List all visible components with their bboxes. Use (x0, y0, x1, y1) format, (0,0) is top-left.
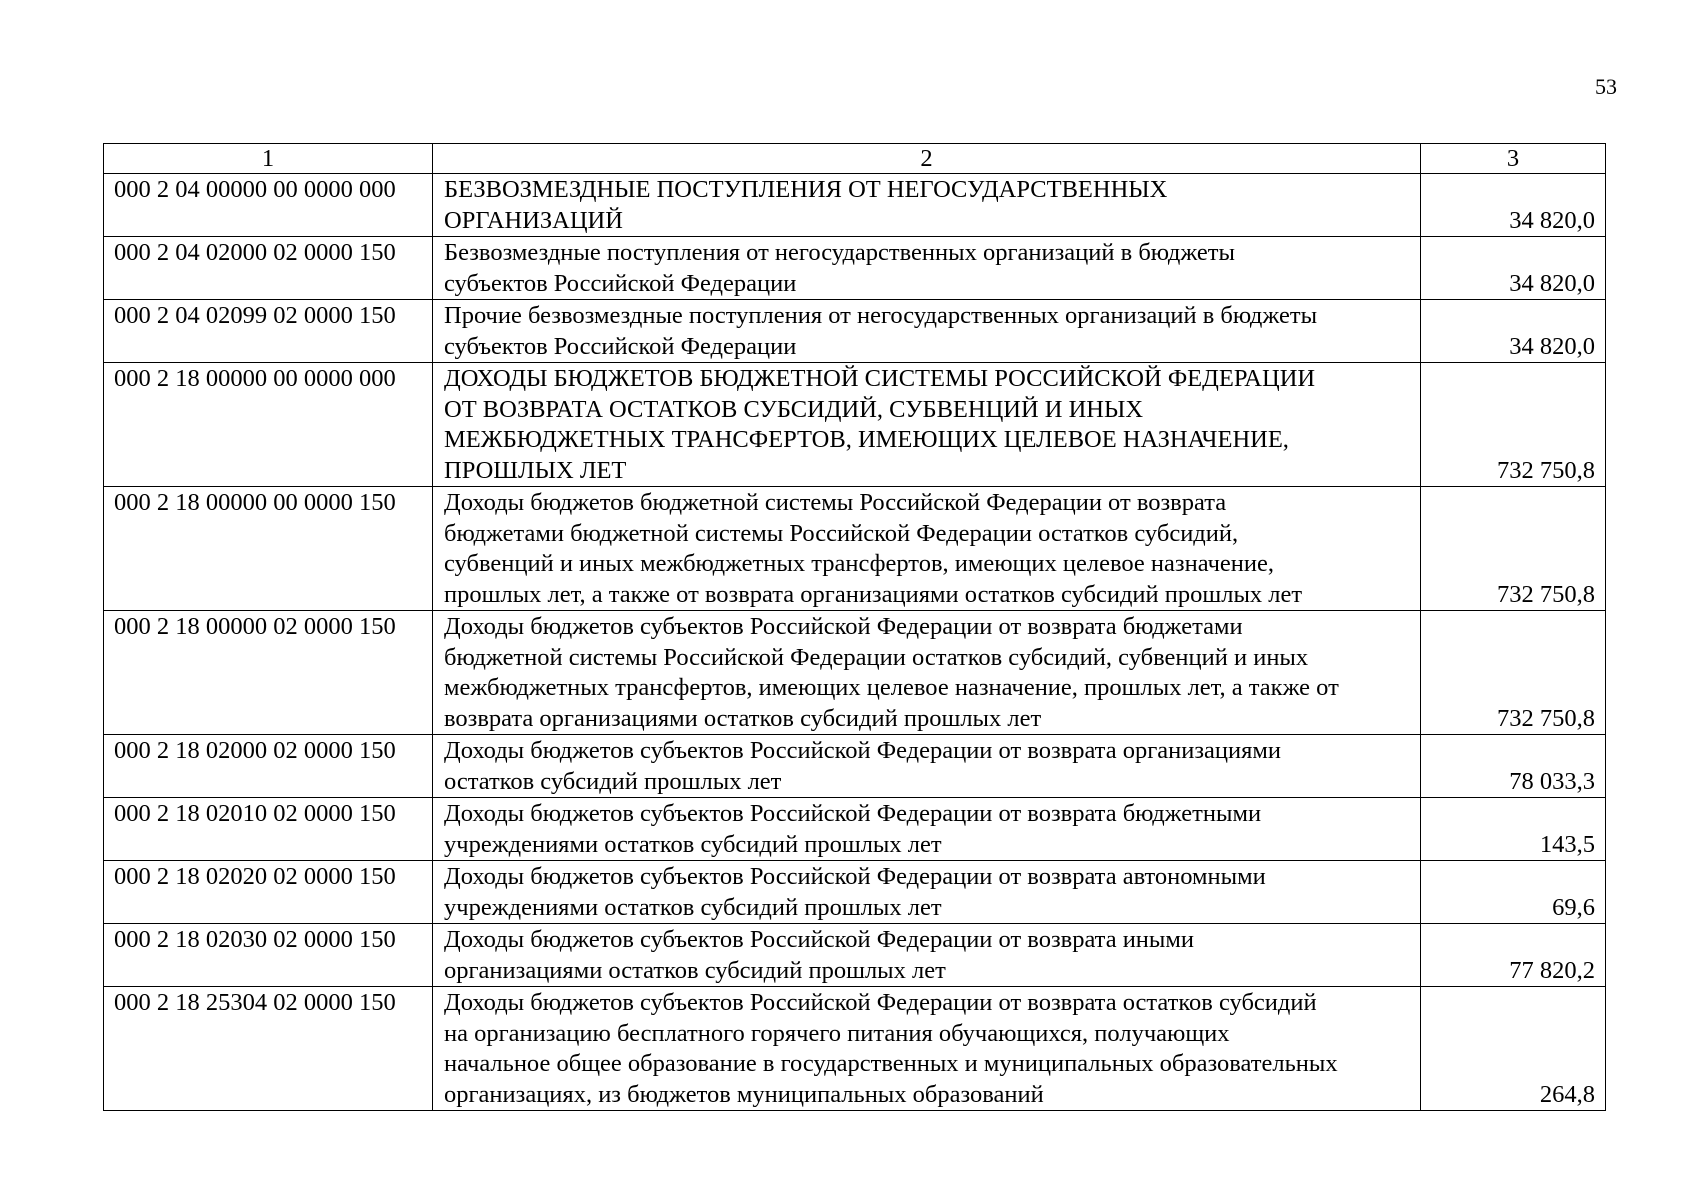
description-line: Доходы бюджетов субъектов Российской Федерации от возврата автономными (444, 863, 1266, 890)
description-line: субъектов Российской Федерации (444, 332, 797, 360)
description-line: ДОХОДЫ БЮДЖЕТОВ БЮДЖЕТНОЙ СИСТЕМЫ РОССИЙСКОЙ ФЕДЕРАЦИИ (444, 365, 1316, 392)
classification-code: 000 2 18 00000 02 0000 150 (104, 611, 433, 735)
description-line: бюджетами бюджетной системы Российской Федерации остатков субсидий, (444, 519, 1239, 547)
description-line: на организацию бесплатного горячего питания обучающихся, получающих (444, 1019, 1230, 1047)
amount-value: 264,8 (1421, 987, 1606, 1111)
description-line: Доходы бюджетов субъектов Российской Федерации от возврата бюджетами (444, 613, 1243, 640)
page-number: 53 (1595, 74, 1617, 99)
table-row (104, 924, 1606, 987)
description-line: БЕЗВОЗМЕЗДНЫЕ ПОСТУПЛЕНИЯ ОТ НЕГОСУДАРСТВЕННЫХ (444, 176, 1168, 203)
revenue-description (433, 861, 1421, 924)
classification-code: 000 2 18 00000 00 0000 000 (104, 363, 433, 487)
amount-value: 69,6 (1421, 861, 1606, 924)
description-line: начальное общее образование в государственных и муниципальных образовательных (444, 1050, 1338, 1077)
column-number-2: 2 (433, 144, 1421, 174)
description-line: учреждениями остатков субсидий прошлых лет (444, 830, 942, 858)
table-row (104, 735, 1606, 798)
revenue-description (433, 987, 1421, 1111)
classification-code: 000 2 18 25304 02 0000 150 (104, 987, 433, 1111)
description-line: возврата организациями остатков субсидий прошлых лет (444, 704, 1042, 732)
amount-value: 732 750,8 (1421, 611, 1606, 735)
column-number-1: 1 (104, 144, 433, 174)
table-row (104, 237, 1606, 300)
amount-value: 732 750,8 (1421, 487, 1606, 611)
description-line: Доходы бюджетов субъектов Российской Федерации от возврата иными (444, 926, 1194, 953)
description-line: бюджетной системы Российской Федерации остатков субсидий, субвенций и иных (444, 643, 1309, 671)
revenue-description (433, 487, 1421, 611)
description-line: межбюджетных трансфертов, имеющих целевое назначение, прошлых лет, а также от (444, 674, 1339, 701)
amount-value: 143,5 (1421, 798, 1606, 861)
classification-code: 000 2 18 02000 02 0000 150 (104, 735, 433, 798)
description-line: остатков субсидий прошлых лет (444, 767, 782, 795)
description-line: прошлых лет, а также от возврата организациями остатков субсидий прошлых лет (444, 580, 1303, 608)
table-row (104, 300, 1606, 363)
classification-code: 000 2 04 00000 00 0000 000 (104, 174, 433, 237)
budget-revenue-table (103, 143, 1606, 1111)
revenue-description (433, 924, 1421, 987)
amount-value: 34 820,0 (1421, 237, 1606, 300)
amount-value: 77 820,2 (1421, 924, 1606, 987)
description-line: ОТ ВОЗВРАТА ОСТАТКОВ СУБСИДИЙ, СУБВЕНЦИЙ И ИНЫХ (444, 395, 1144, 423)
revenue-description (433, 300, 1421, 363)
description-line: Доходы бюджетов бюджетной системы Российской Федерации от возврата (444, 489, 1227, 516)
description-line: Безвозмездные поступления от негосударственных организаций в бюджеты (444, 239, 1235, 266)
description-line: субвенций и иных межбюджетных трансфертов, имеющих целевое назначение, (444, 550, 1275, 577)
classification-code: 000 2 18 02010 02 0000 150 (104, 798, 433, 861)
column-number-3: 3 (1421, 144, 1606, 174)
description-line: организациями остатков субсидий прошлых лет (444, 956, 946, 984)
description-line: ПРОШЛЫХ ЛЕТ (444, 456, 627, 484)
classification-code: 000 2 18 02030 02 0000 150 (104, 924, 433, 987)
classification-code: 000 2 04 02000 02 0000 150 (104, 237, 433, 300)
amount-value: 34 820,0 (1421, 174, 1606, 237)
description-line: организациях, из бюджетов муниципальных образований (444, 1080, 1044, 1108)
revenue-description (433, 237, 1421, 300)
description-line: учреждениями остатков субсидий прошлых лет (444, 893, 942, 921)
description-line: Доходы бюджетов субъектов Российской Федерации от возврата бюджетными (444, 800, 1262, 827)
table-row (104, 611, 1606, 735)
revenue-description (433, 611, 1421, 735)
table-row (104, 174, 1606, 237)
amount-value: 732 750,8 (1421, 363, 1606, 487)
amount-value: 78 033,3 (1421, 735, 1606, 798)
classification-code: 000 2 18 02020 02 0000 150 (104, 861, 433, 924)
revenue-description (433, 174, 1421, 237)
revenue-description (433, 363, 1421, 487)
table-body (104, 144, 1606, 1111)
description-line: ОРГАНИЗАЦИЙ (444, 206, 623, 234)
revenue-description (433, 798, 1421, 861)
classification-code: 000 2 04 02099 02 0000 150 (104, 300, 433, 363)
description-line: Доходы бюджетов субъектов Российской Федерации от возврата организациями (444, 737, 1281, 764)
description-line: субъектов Российской Федерации (444, 269, 797, 297)
description-line: МЕЖБЮДЖЕТНЫХ ТРАНСФЕРТОВ, ИМЕЮЩИХ ЦЕЛЕВОЕ НАЗНАЧЕНИЕ, (444, 426, 1289, 453)
description-line: Прочие безвозмездные поступления от негосударственных организаций в бюджеты (444, 302, 1318, 329)
table-row (104, 487, 1606, 611)
column-number-row (104, 144, 1606, 174)
revenue-description (433, 735, 1421, 798)
amount-value: 34 820,0 (1421, 300, 1606, 363)
table-row (104, 363, 1606, 487)
table-row (104, 798, 1606, 861)
classification-code: 000 2 18 00000 00 0000 150 (104, 487, 433, 611)
table-row (104, 861, 1606, 924)
table-row (104, 987, 1606, 1111)
description-line: Доходы бюджетов субъектов Российской Федерации от возврата остатков субсидий (444, 989, 1317, 1016)
